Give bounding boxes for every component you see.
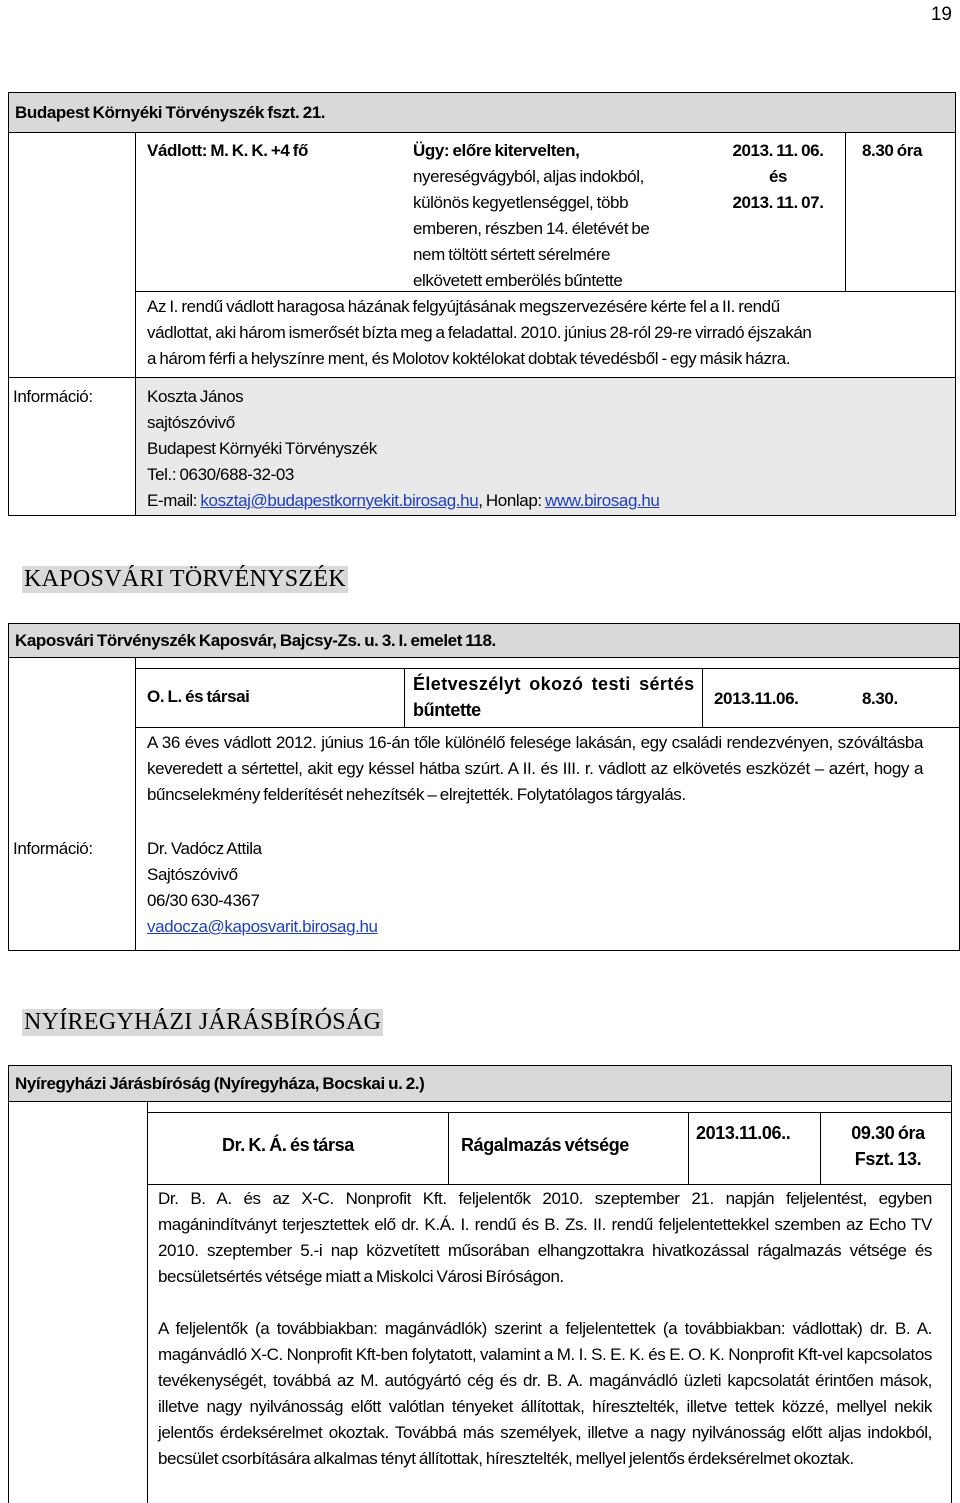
s1-summary-line-3: a három férfi a helyszínre ment, és Molotov koktélokat dobtak tévedésből - egy másik házra. bbox=[147, 349, 791, 368]
s3-defendant: Dr. K. Á. és társa bbox=[222, 1135, 354, 1155]
s1-case-summary bbox=[147, 294, 811, 372]
s2-case-line-2: bűntette bbox=[413, 700, 481, 720]
s3-court-header: Nyíregyházi Járásbíróság (Nyíregyháza, Bocskai u. 2.) bbox=[9, 1066, 951, 1102]
s1-case-line-1: Ügy: előre kitervelten, bbox=[413, 141, 580, 160]
s2-email-link[interactable]: vadocza@kaposvarit.birosag.hu bbox=[147, 917, 378, 936]
s1-contact-email-row bbox=[147, 488, 659, 514]
s1-contact-role: sajtószóvivő bbox=[147, 413, 235, 432]
s3-room: Fszt. 13. bbox=[854, 1149, 922, 1169]
s1-contact-phone: Tel.: 0630/688-32-03 bbox=[147, 465, 294, 484]
s1-summary-line-1: Az I. rendű vádlott haragosa házának felgyújtásának megszervezésére kérte fel a II. rendű bbox=[147, 297, 780, 316]
s1-web-link[interactable]: www.birosag.hu bbox=[545, 491, 660, 510]
s2-contact-role: Sajtószóvivő bbox=[147, 865, 238, 884]
s1-court-header: Budapest Környéki Törvényszék fszt. 21. bbox=[9, 93, 955, 133]
s1-time: 8.30 óra bbox=[862, 141, 923, 160]
s1-info-label: Információ: bbox=[13, 387, 93, 406]
s1-date-line-2: és bbox=[768, 167, 788, 186]
s1-dates bbox=[718, 138, 838, 216]
s1-summary-line-2: vádlottat, aki három ismerősét bízta meg a feladattal. 2010. június 28-ról 29-re virradó éjszakán bbox=[147, 323, 812, 342]
s1-web-prefix: , Honlap: bbox=[478, 491, 546, 510]
s2-date: 2013.11.06. bbox=[714, 689, 799, 708]
s1-case-line-3: különös kegyetlenséggel, több bbox=[413, 193, 629, 212]
s1-contact-name: Koszta János bbox=[147, 387, 244, 406]
s1-contact bbox=[147, 384, 659, 514]
s2-court-header: Kaposvári Törvényszék Kaposvár, Bajcsy-Zs. u. 3. I. emelet 118. bbox=[9, 624, 959, 658]
s2-contact-phone: 06/30 630-4367 bbox=[147, 891, 260, 910]
s3-time: 09.30 óra bbox=[851, 1123, 925, 1143]
s2-contact bbox=[147, 836, 378, 940]
s1-email-prefix: E-mail: bbox=[147, 491, 201, 510]
s3-court-title: NYÍREGYHÁZI JÁRÁSBÍRÓSÁG bbox=[24, 1009, 382, 1035]
s2-time: 8.30. bbox=[862, 689, 898, 708]
s2-contact-name: Dr. Vadócz Attila bbox=[147, 839, 262, 858]
s2-case-line-1: Életveszélyt okozó testi sértés bbox=[413, 674, 695, 694]
s1-date-line-1: 2013. 11. 06. bbox=[732, 141, 824, 160]
s1-defendant: Vádlott: M. K. K. +4 fő bbox=[147, 141, 308, 160]
s1-email-link[interactable]: kosztaj@budapestkornyekit.birosag.hu bbox=[200, 491, 479, 510]
s1-case-line-2: nyereségvágyból, aljas indokból, bbox=[413, 167, 644, 186]
s2-case-description bbox=[413, 671, 695, 723]
s2-left-column-divider bbox=[135, 658, 136, 950]
s3-date: 2013.11.06.. bbox=[696, 1123, 791, 1143]
s2-case-summary: A 36 éves vádlott 2012. június 16-án tőle különélő felesége lakásán, egy családi rendezvényen, szóváltásba keveredett a sértettel, akit egy késsel hátba szúrt. A II. és III. r. vádlott az elkövetés eszközét – azért, hogy a bűncselekmény felderítését nehezítsék – elrejtették. Folytatólagos tárgyalás. bbox=[147, 733, 923, 804]
page-number: 19 bbox=[930, 4, 952, 25]
s1-case-description bbox=[413, 138, 649, 294]
s1-date-line-3: 2013. 11. 07. bbox=[732, 193, 824, 212]
s3-left-column-divider bbox=[147, 1102, 148, 1503]
s1-case-line-5: nem töltött sértett sérelmére bbox=[413, 245, 611, 264]
s2-defendant: O. L. és társai bbox=[147, 687, 250, 706]
s3-paragraph-1: Dr. B. A. és az X-C. Nonprofit Kft. feljelentők 2010. szeptember 21. napján feljelentést, egyben magánindítványt terjesztettek elő dr. K.Á. I. rendű és B. Zs. II. rendű feljelentettekkel szemben az Echo TV 2010. szeptember 5.-i nap közvetített műsorában elhangzottakra hivatkozással rágalmazás vétsége és becsületsértés vétsége miatt a Miskolci Városi Bíróságon. bbox=[158, 1189, 932, 1286]
s3-case: Rágalmazás vétsége bbox=[461, 1135, 629, 1155]
s2-info-label: Információ: bbox=[13, 839, 93, 858]
s1-contact-org: Budapest Környéki Törvényszék bbox=[147, 439, 377, 458]
s1-case-line-4: emberen, részben 14. életévét be bbox=[413, 219, 650, 238]
s3-time-room bbox=[830, 1120, 946, 1172]
s1-case-line-6: elkövetett emberölés bűntette bbox=[413, 271, 623, 290]
s2-court-title: KAPOSVÁRI TÖRVÉNYSZÉK bbox=[24, 566, 346, 592]
s3-paragraph-2: A feljelentők (a továbbiakban: magánvádlók) szerint a feljelentettek (a továbbiakban: vádlottak) dr. B. A. magánvádló X-C. Nonprofit Kft-ben folytatott, valamint a M. I. S. E. K. és E. O. K. Nonprofit Kft-vel kapcsolatos tevékenységét, továbbá az M. autógyártó cég és dr. B. A. magánvádló üzleti kapcsolatát érintően mások, illetve nagy nyilvánosság előtt valótlan tényeket állítottak, híresztelték, illetve tettek közzé, mellyel nekik jelentős érdeksérelmet okoztak. Továbbá más személyek, illetve a nagy nyilvánosság előtt aljas indokból, becsület csorbítására alkalmas tényt állítottak, híresztelték, mellyel jelentős érdeksérelmet okoztak. bbox=[158, 1319, 932, 1468]
